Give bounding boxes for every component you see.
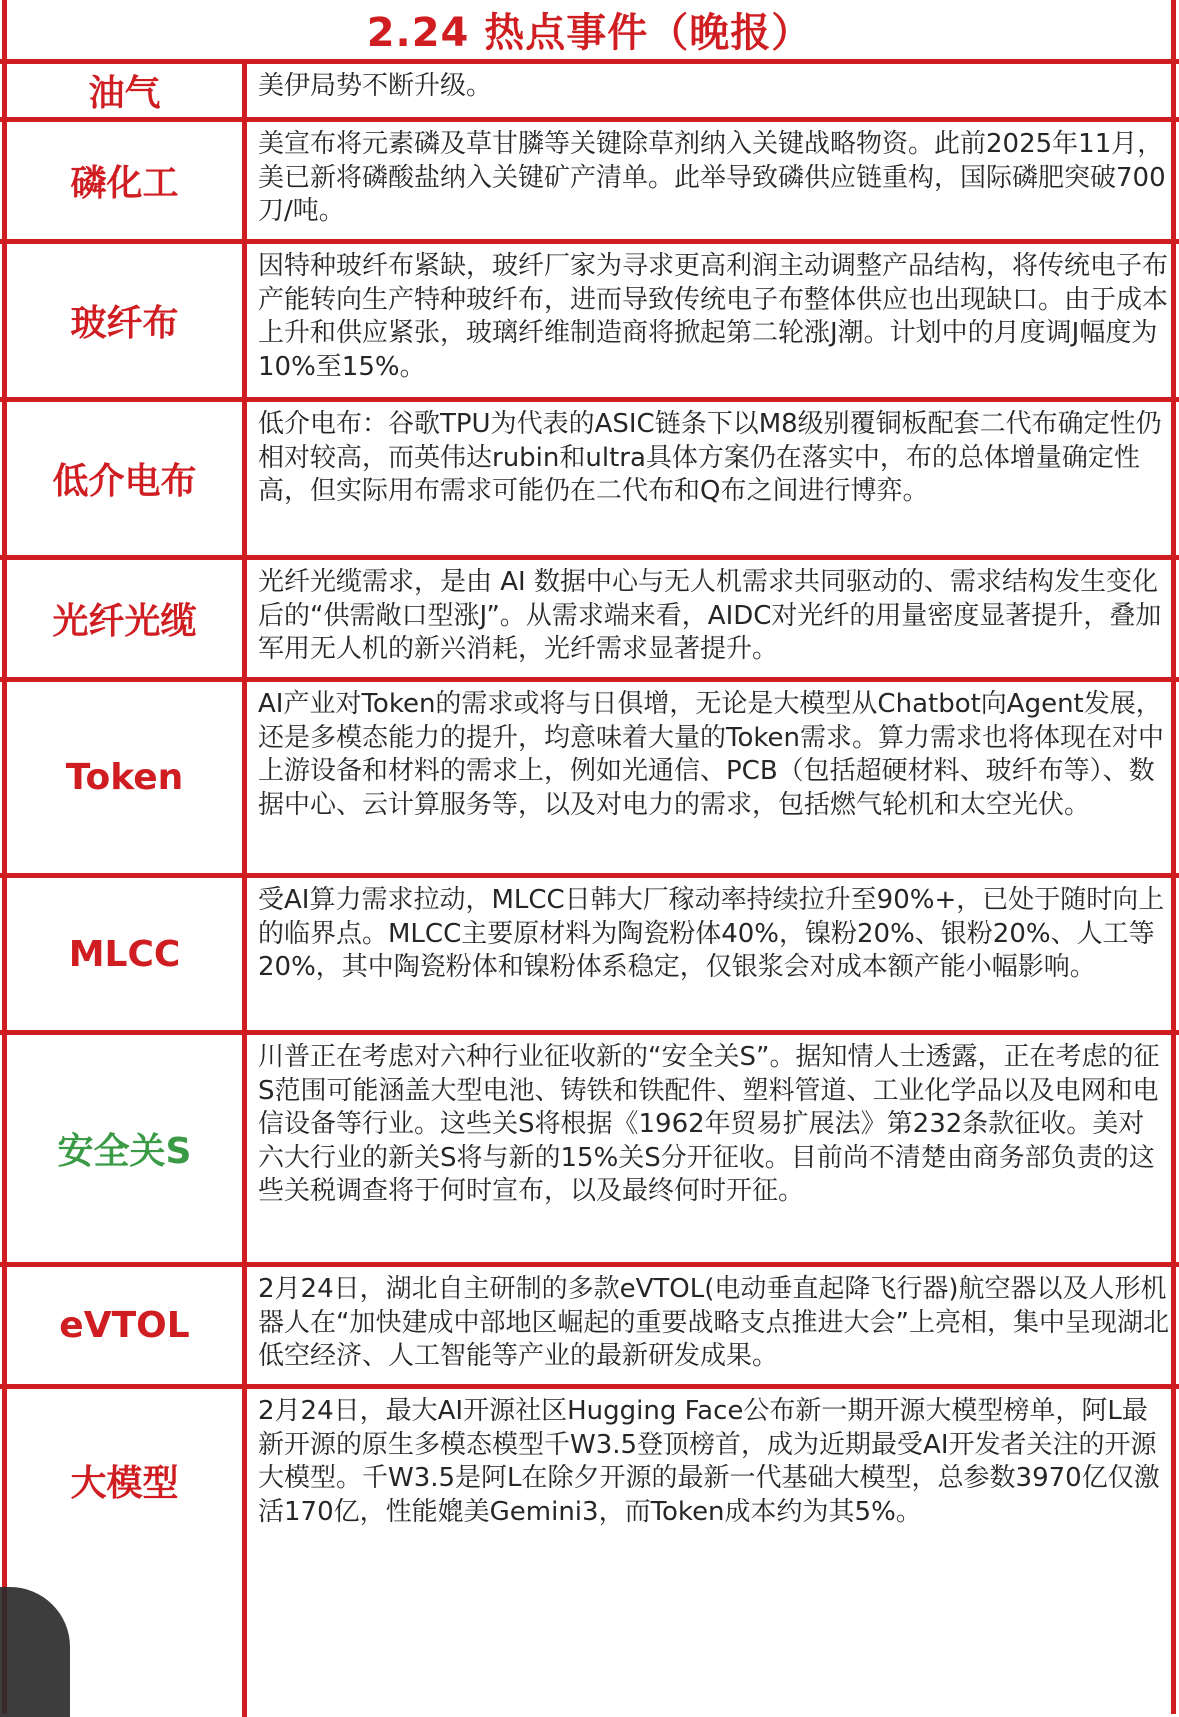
row-text: AI产业对Token的需求或将与日俱增，无论是大模型从Chatbot向Agent发展，还是多模态能力的提升，均意味着大量的Token需求。算力需求也将体现在对中上游设备和材料的需求上，例如光通信、PCB（包括超硬材料、玻纤布等）、数据中心、云计算服务等，以及对电力的需求，包括燃气轮机和太空光伏。: [258, 689, 1164, 820]
row-label-phosphorus: 磷化工: [7, 122, 247, 239]
row-text: 低介电布：谷歌TPU为代表的ASIC链条下以M8级别覆铜板配套二代布确定性仍相对较高，而英伟达rubin和ultra具体方案仍在落实中，布的总体增量确定性高，但实际用布需求可能仍在二代布和Q布之间进行博弈。: [258, 409, 1162, 506]
row-label-large-model: 大模型: [7, 1389, 247, 1717]
table-row: [0, 1035, 1179, 1267]
table-row: [0, 1389, 1179, 1717]
table-row: [0, 878, 1179, 1035]
table-row: [0, 244, 1179, 402]
table-row: [0, 560, 1179, 682]
row-label-optical-fiber: 光纤光缆: [7, 560, 247, 677]
table-row: [0, 122, 1179, 244]
table-row: [0, 1267, 1179, 1389]
table-row: [0, 64, 1179, 122]
row-label-evtol: eVTOL: [7, 1267, 247, 1384]
table-row: [0, 402, 1179, 560]
row-text: 川普正在考虑对六种行业征收新的“安全关S”。据知情人士透露，正在考虑的征S范围可能涵盖大型电池、铸铁和铁配件、塑料管道、工业化学品以及电网和电信设备等行业。这些关S将根据《1962年贸易扩展法》第232条款征收。美对六大行业的新关S将与新的15%关S分开征收。目前尚不清楚由商务部负责的这些关税调查将于何时宣布，以及最终何时开征。: [258, 1042, 1160, 1206]
row-label-low-dielectric: 低介电布: [7, 402, 247, 555]
row-label-oil-gas: 油气: [7, 64, 247, 117]
row-text: 2月24日，最大AI开源社区Hugging Face公布新一期开源大模型榜单，阿L最新开源的原生多模态模型千W3.5登顶榜首，成为近期最受AI开发者关注的开源大模型。千W3.5是阿L在除夕开源的最新一代基础大模型，总参数3970亿仅激活170亿，性能媲美Gemini3，而Token成本约为其5%。: [258, 1396, 1160, 1527]
row-text: 受AI算力需求拉动，MLCC日韩大厂稼动率持续拉升至90%+，已处于随时向上的临界点。MLCC主要原材料为陶瓷粉体40%，镍粉20%、银粉20%、人工等20%，其中陶瓷粉体和镍粉体系稳定，仅银浆会对成本额产能小幅影响。: [258, 885, 1165, 982]
row-label-mlcc: MLCC: [7, 878, 247, 1030]
row-label-security-tariff: 安全关S: [7, 1035, 247, 1262]
row-text: 2月24日，湖北自主研制的多款eVTOL(电动垂直起降飞行器)航空器以及人形机器人在“加快建成中部地区崛起的重要战略支点推进大会”上亮相，集中呈现湖北低空经济、人工智能等产业的最新研发成果。: [258, 1274, 1169, 1371]
row-text: 美伊局势不断升级。: [258, 71, 493, 101]
page-title: 2.24 热点事件（晚报）: [0, 0, 1179, 64]
row-text: 光纤光缆需求，是由 AI 数据中心与无人机需求共同驱动的、需求结构发生变化后的“供需敞口型涨J”。从需求端来看，AIDC对光纤的用量密度显著提升，叠加军用无人机的新兴消耗，光纤需求显著提升。: [258, 567, 1162, 664]
row-label-glass-fiber: 玻纤布: [7, 244, 247, 397]
row-text: 因特种玻纤布紧缺，玻纤厂家为寻求更高利润主动调整产品结构，将传统电子布产能转向生产特种玻纤布，进而导致传统电子布整体供应也出现缺口。由于成本上升和供应紧张，玻璃纤维制造商将掀起第二轮涨J潮。计划中的月度调J幅度为10%至15%。: [258, 251, 1169, 382]
row-text: 美宣布将元素磷及草甘膦等关键除草剂纳入关键战略物资。此前2025年11月，美已新将磷酸盐纳入关键矿产清单。此举导致磷供应链重构，国际磷肥突破700刀/吨。: [258, 129, 1166, 226]
table-row: [0, 682, 1179, 878]
row-label-token: Token: [7, 682, 247, 873]
